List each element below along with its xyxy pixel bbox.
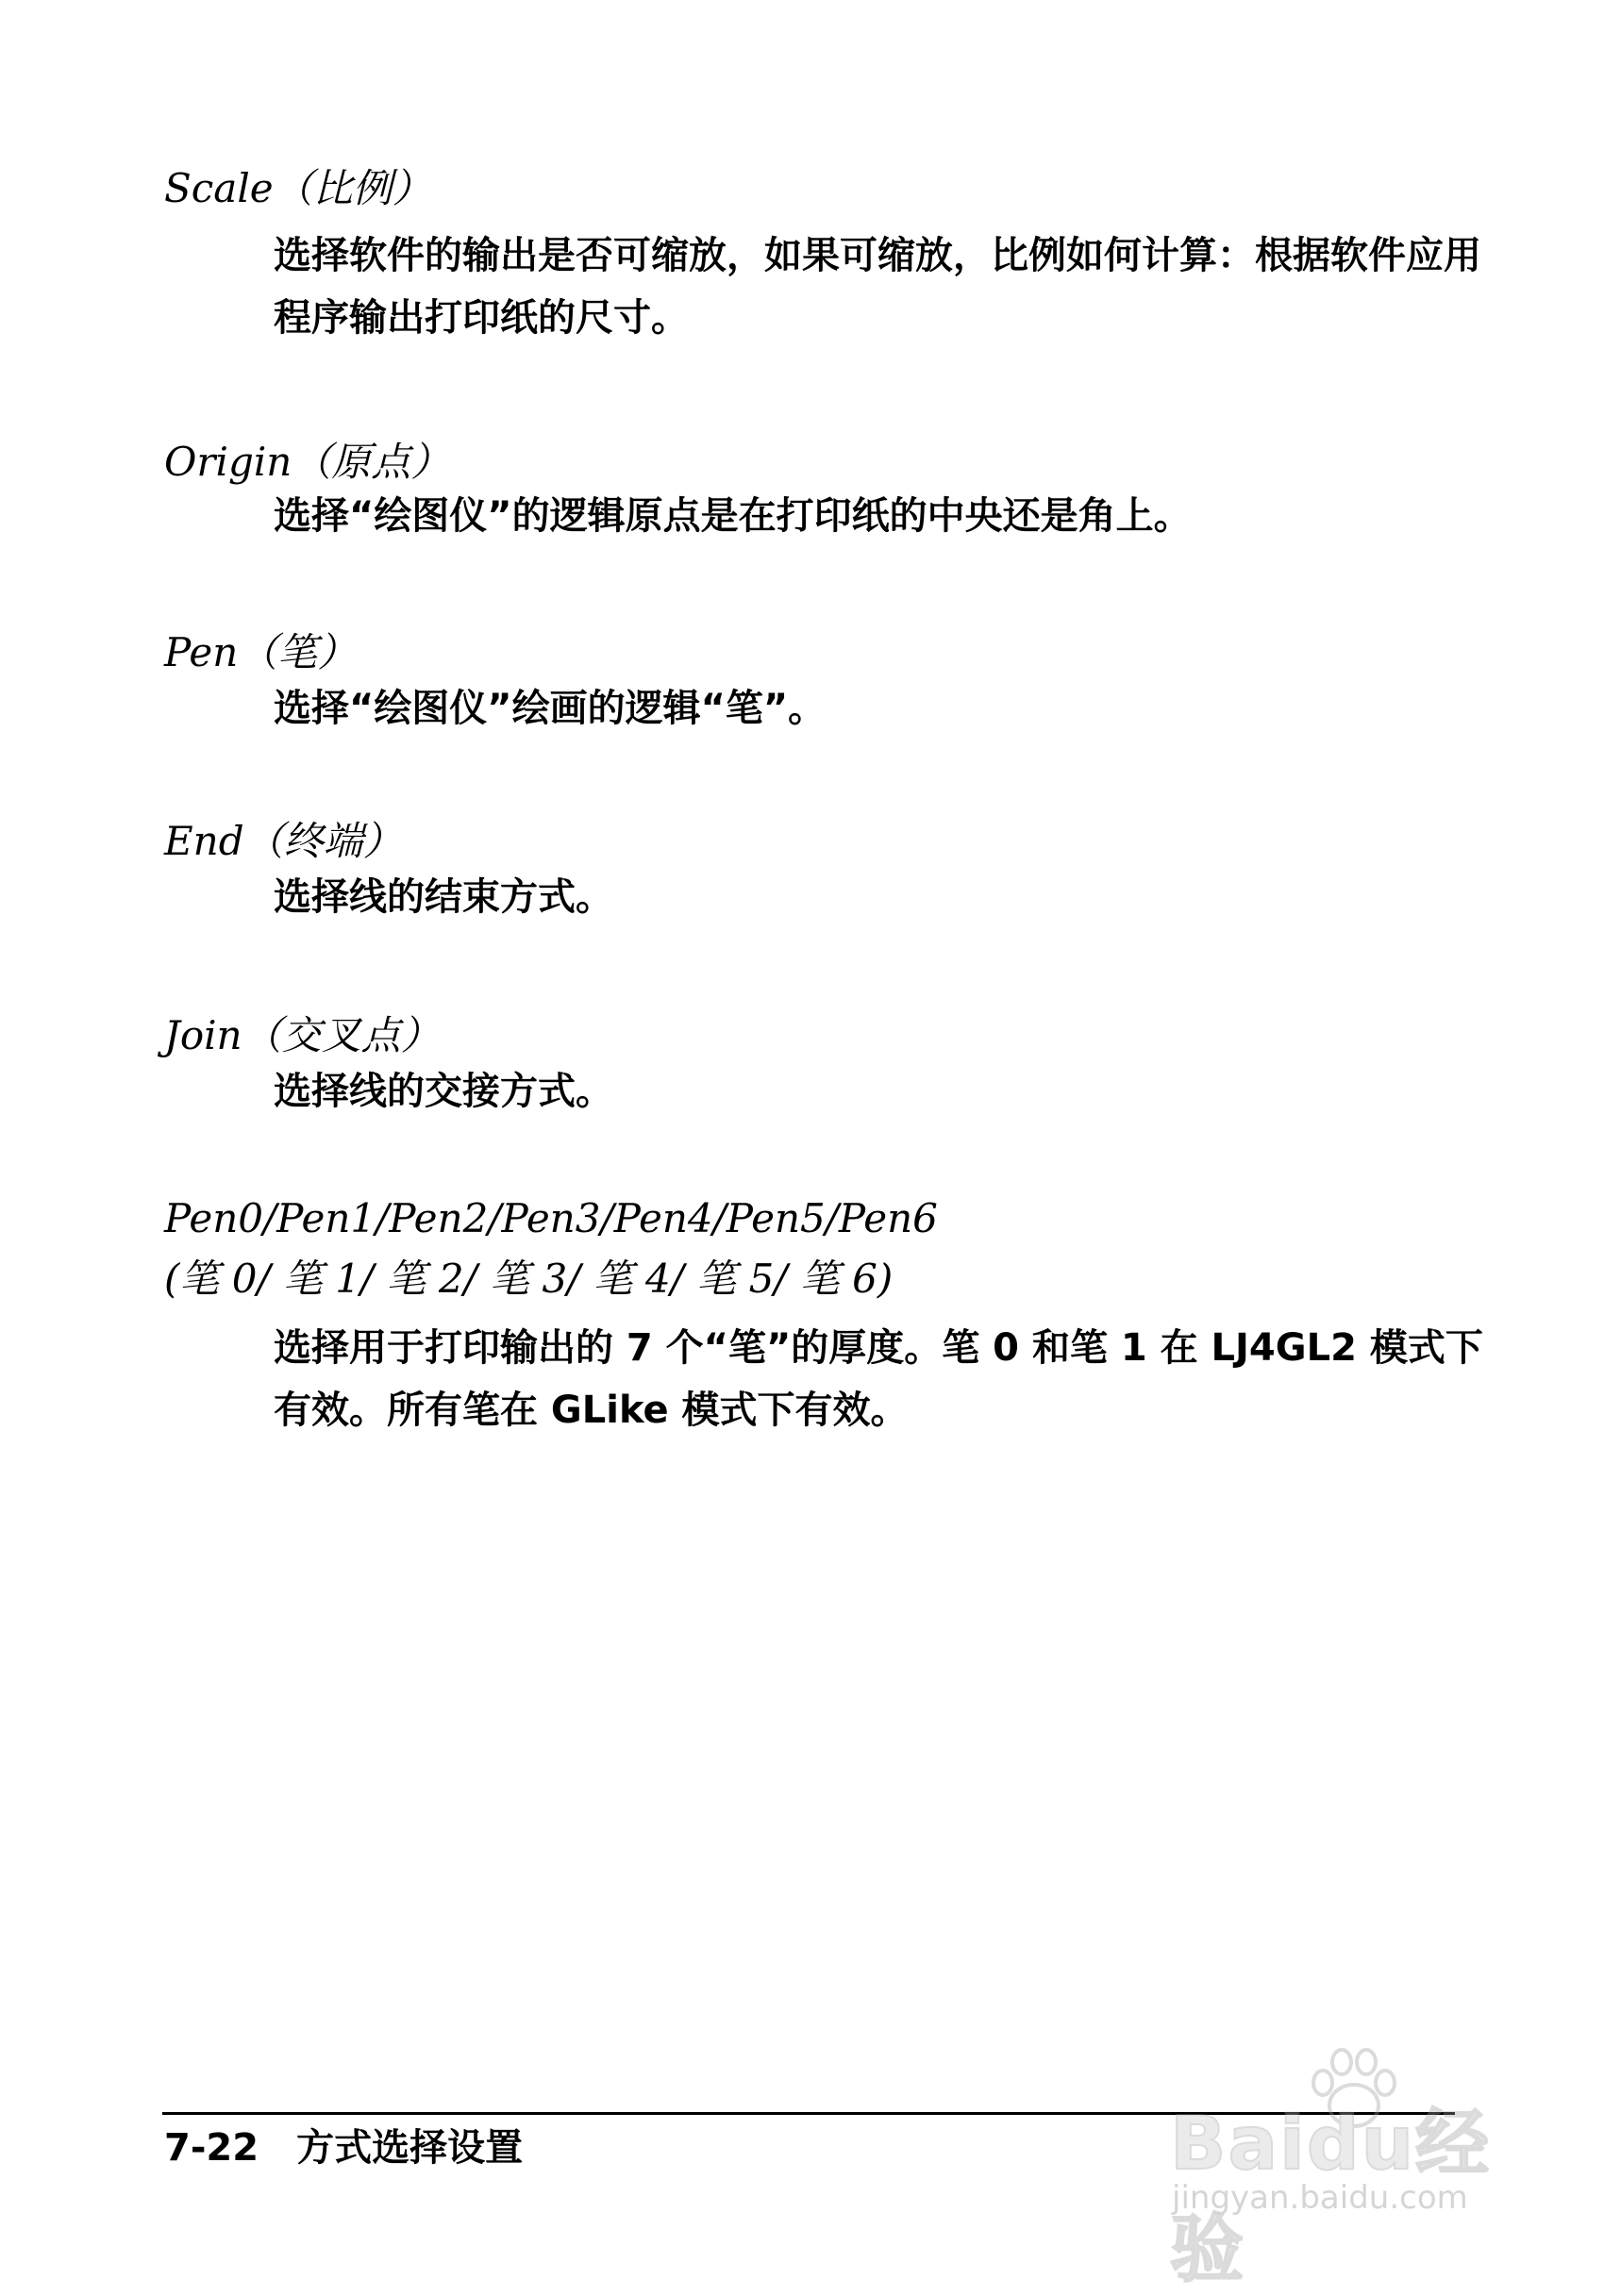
term-heading: End（终端） xyxy=(164,818,403,864)
watermark-url: jingyan.baidu.com xyxy=(1172,2179,1468,2217)
term-heading: Origin（原点） xyxy=(164,439,451,485)
term-description: 选择线的交接方式。 xyxy=(274,1070,613,1113)
page-footer xyxy=(164,2120,523,2176)
term-description: 选择“绘图仪”的逻辑原点是在打印纸的中央还是角上。 xyxy=(274,494,1192,538)
term-description: 选择“绘图仪”绘画的逻辑“笔”。 xyxy=(274,687,827,730)
term-description: 选择软件的输出是否可缩放，如果可缩放，比例如何计算：根据软件应用程序输出打印纸的尺寸。 xyxy=(274,234,1481,340)
term-heading: Pen（笔） xyxy=(164,629,358,675)
watermark-brand: Baidu经验 xyxy=(1170,2102,1492,2292)
term-heading: Scale（比例） xyxy=(164,165,432,211)
baidu-watermark xyxy=(1161,2047,1557,2292)
term-heading: Join（交叉点） xyxy=(164,1012,441,1058)
term-description: 选择用于打印输出的 7 个“笔”的厚度。笔 0 和笔 1 在 LJ4GL2 模式下有效。所有笔在 GLike 模式下有效。 xyxy=(274,1326,1483,1432)
chapter-title: 方式选择设置 xyxy=(296,2126,524,2170)
term-heading-translation: (笔 0/ 笔 1/ 笔 2/ 笔 3/ 笔 4/ 笔 5/ 笔 6) xyxy=(164,1256,894,1302)
term-heading: Pen0/Pen1/Pen2/Pen3/Pen4/Pen5/Pen6 xyxy=(164,1195,938,1241)
term-description: 选择线的结束方式。 xyxy=(274,875,613,919)
page-number: 7-22 xyxy=(164,2126,259,2170)
